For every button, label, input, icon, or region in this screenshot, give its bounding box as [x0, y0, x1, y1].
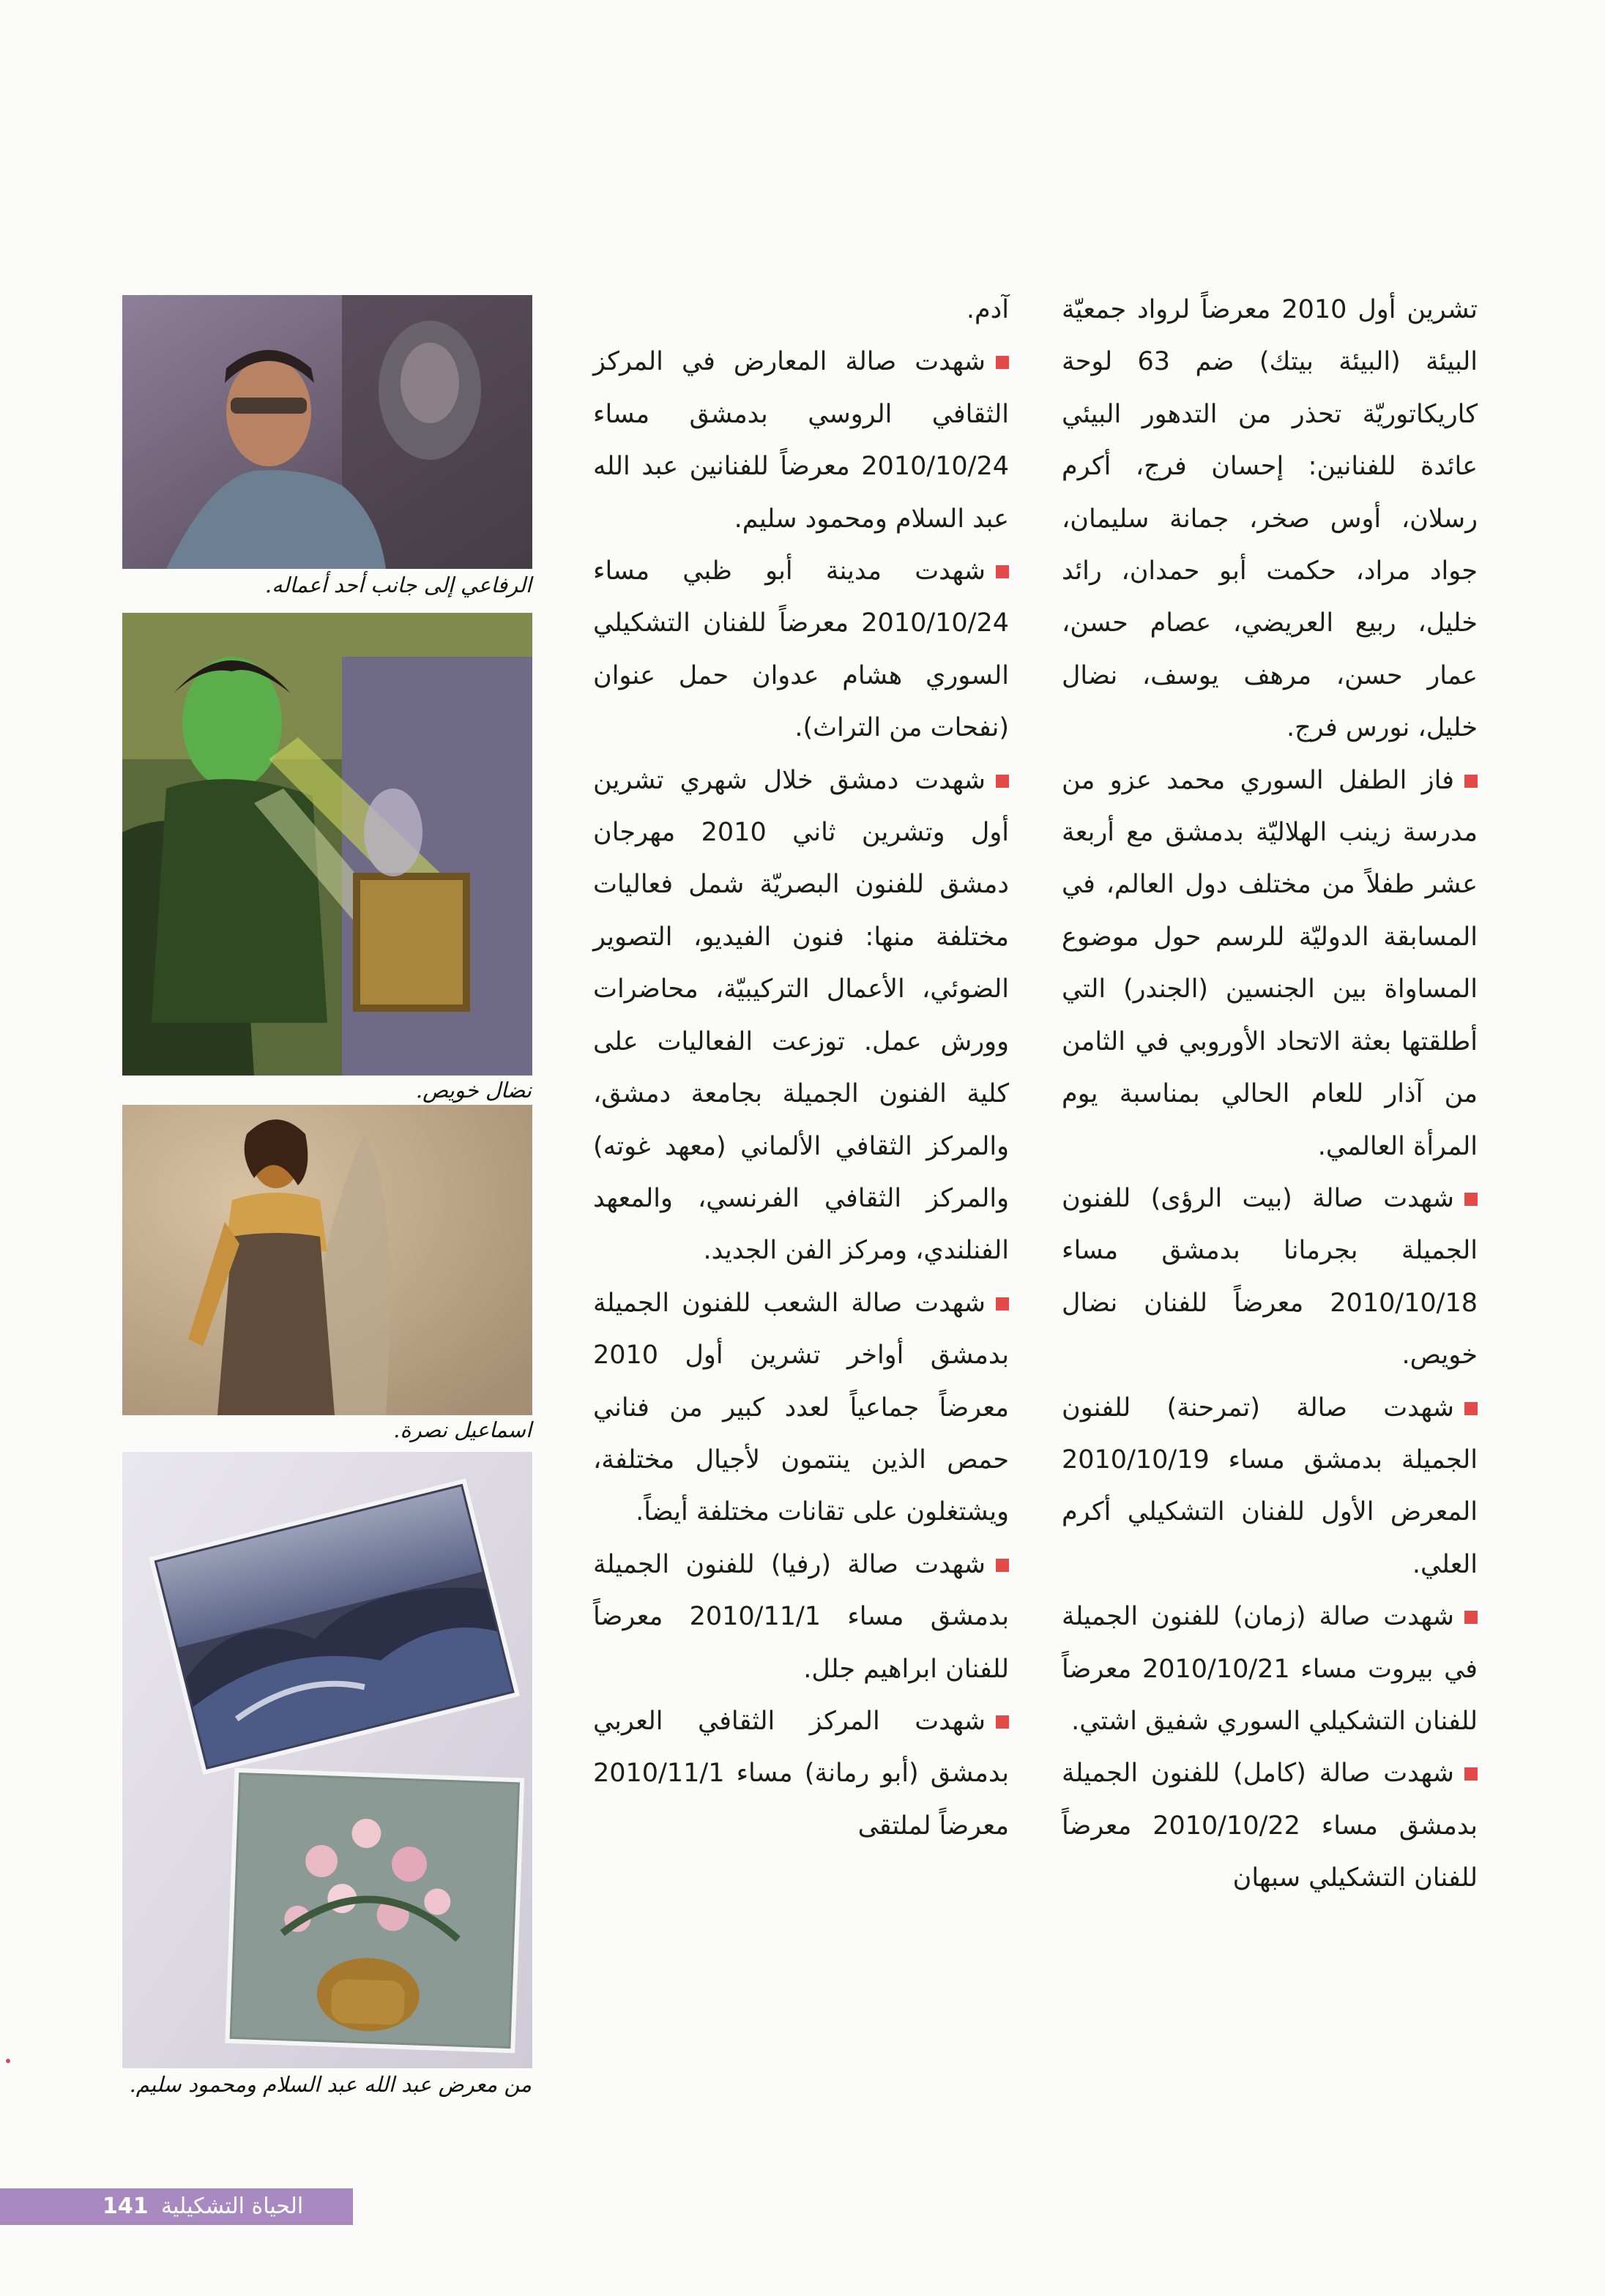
- red-square-bullet-icon: [1464, 1193, 1478, 1206]
- page-footer: [0, 2188, 353, 2225]
- paragraph-text: آدم.: [966, 295, 1009, 324]
- magazine-name: الحياة التشكيلية: [161, 2194, 304, 2219]
- red-square-bullet-icon: [996, 1559, 1009, 1572]
- article-paragraph: [593, 284, 1009, 336]
- article-paragraph: [593, 1539, 1009, 1696]
- article-paragraph: [1062, 755, 1478, 1173]
- paragraph-text: شهدت صالة (تمرحنة) للفنون الجميلة بدمشق مساء 2010/10/19 المعرض الأول للفنان التشكيلي أكرم العلي.: [1062, 1393, 1478, 1579]
- article-paragraph: [1062, 284, 1478, 755]
- paragraph-text: شهدت صالة الشعب للفنون الجميلة بدمشق أواخر تشرين أول 2010 معرضاً جماعياً لعدد كبير من فناني حمص الذين ينتمون لأجيال مختلفة، ويشتغلون على تقانات مختلفة أيضاً.: [593, 1288, 1009, 1527]
- red-square-bullet-icon: [996, 775, 1009, 788]
- paragraph-text: شهدت صالة المعارض في المركز الثقافي الروسي بدمشق مساء 2010/10/24 معرضاً للفنانين عبد الله عبد السلام ومحمود سليم.: [593, 347, 1009, 534]
- photo-caption-3: اسماعيل نصرة.: [393, 1417, 532, 1442]
- photo-caption-2: نضال خويص.: [415, 1078, 532, 1103]
- article-column-middle: [593, 284, 1009, 1852]
- photo-caption-1: الرفاعي إلى جانب أحد أعماله.: [264, 573, 532, 597]
- article-paragraph: [1062, 1173, 1478, 1382]
- paragraph-text: تشرين أول 2010 معرضاً لرواد جمعيّة البيئة (البيئة بيتك) ضم 63 لوحة كاريكاتوريّة تحذر من التدهور البيئي عائدة للفنانين: إحسان فرج، أكرم رسلان، أوس صخر، جمانة سليمان، جواد مراد، حكمت أبو حمدان، رائد خليل، ربيع العريضي، عصام حسن، عمار حسن، مرهف يوسف، نضال خليل، نورس فرج.: [1062, 295, 1478, 743]
- article-paragraph: [1062, 1591, 1478, 1748]
- article-paragraph: [593, 545, 1009, 755]
- decorative-dot: [6, 2059, 10, 2063]
- red-square-bullet-icon: [1464, 1767, 1478, 1781]
- red-square-bullet-icon: [996, 1297, 1009, 1311]
- exhibition-canvases-photo: [122, 1451, 533, 2069]
- red-square-bullet-icon: [1464, 1611, 1478, 1624]
- article-paragraph: [593, 755, 1009, 1278]
- paragraph-text: شهدت المركز الثقافي العربي بدمشق (أبو رمانة) مساء 2010/11/1 معرضاً لملتقى: [593, 1706, 1009, 1841]
- red-square-bullet-icon: [996, 356, 1009, 369]
- paragraph-text: فاز الطفل السوري محمد عزو من مدرسة زينب الهلاليّة بدمشق مع أربعة عشر طفلاً من مختلف دول العالم، في المسابقة الدوليّة للرسم حول موضوع المساواة بين الجنسين (الجندر) التي أطلقتها بعثة الاتحاد الأوروبي في الثامن من آذار للعام الحالي بمناسبة يوم المرأة العالمي.: [1062, 765, 1478, 1161]
- article-paragraph: [1062, 1382, 1478, 1592]
- paragraph-text: شهدت مدينة أبو ظبي مساء 2010/10/24 معرضاً للفنان التشكيلي السوري هشام عدوان حمل عنوان (نفحات من التراث).: [593, 556, 1009, 743]
- article-paragraph: [1062, 1748, 1478, 1904]
- article-paragraph: [593, 1696, 1009, 1852]
- paragraph-text: شهدت صالة (كامل) للفنون الجميلة بدمشق مساء 2010/10/22 معرضاً للفنان التشكيلي سبهان: [1062, 1759, 1478, 1893]
- red-square-bullet-icon: [996, 1715, 1009, 1729]
- photo-caption-4: من معرض عبد الله عبد السلام ومحمود سليم.: [129, 2072, 532, 2097]
- article-column-right: [1062, 284, 1478, 1905]
- paragraph-text: شهدت صالة (زمان) للفنون الجميلة في بيروت مساء 2010/10/21 معرضاً للفنان التشكيلي السوري شفيق اشتي.: [1062, 1602, 1478, 1736]
- painting-photo-woman: [122, 1104, 533, 1416]
- paragraph-text: شهدت صالة (بيت الرؤى) للفنون الجميلة بجرمانا بدمشق مساء 2010/10/18 معرضاً للفنان نضال خويص.: [1062, 1183, 1478, 1371]
- painting-photo-green-figure: [122, 612, 533, 1076]
- paragraph-text: شهدت دمشق خلال شهري تشرين أول وتشرين ثاني 2010 مهرجان دمشق للفنون البصريّة شمل فعاليات مختلفة منها: فنون الفيديو، التصوير الضوئي، الأعمال التركيبيّة، محاضرات وورش عمل. توزعت الفعاليات على كلية الفنون الجميلة بجامعة دمشق، والمركز الثقافي الألماني (معهد غوته) والمركز الثقافي الفرنسي، والمعهد الفنلندي، ومركز الفن الجديد.: [593, 765, 1009, 1266]
- red-square-bullet-icon: [996, 565, 1009, 578]
- article-paragraph: [593, 1278, 1009, 1539]
- paragraph-text: شهدت صالة (رفيا) للفنون الجميلة بدمشق مساء 2010/11/1 معرضاً للفنان ابراهيم جلل.: [593, 1549, 1009, 1684]
- red-square-bullet-icon: [1464, 775, 1478, 788]
- red-square-bullet-icon: [1464, 1402, 1478, 1415]
- article-paragraph: [593, 336, 1009, 545]
- page-number: 141: [103, 2194, 149, 2219]
- artist-portrait-photo: [122, 294, 533, 570]
